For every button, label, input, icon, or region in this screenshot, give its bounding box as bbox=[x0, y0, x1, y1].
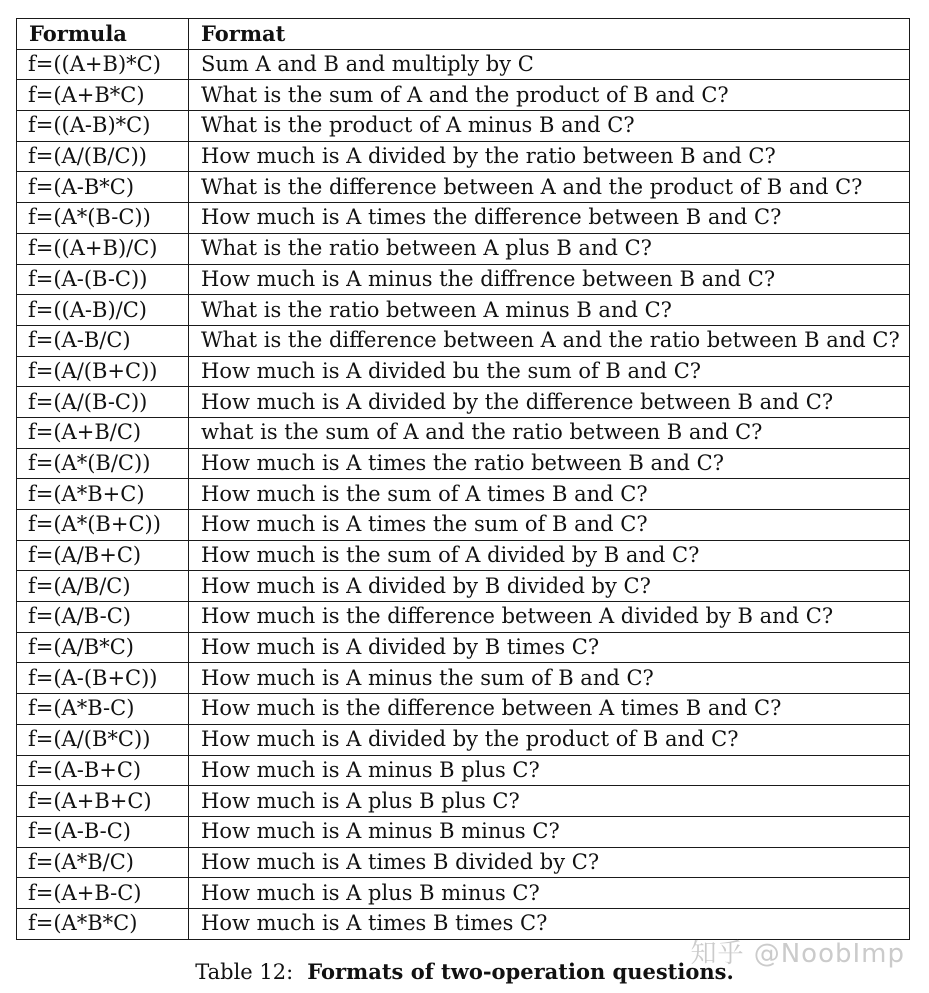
table-header-row bbox=[17, 19, 910, 50]
table-row bbox=[17, 141, 910, 172]
caption-label: Table 12: bbox=[195, 960, 294, 984]
table-row bbox=[17, 417, 910, 448]
table-row bbox=[17, 602, 910, 633]
format-cell: How much is A divided by the product of B and C? bbox=[189, 724, 910, 755]
formula-cell: f=(A*B/C) bbox=[17, 847, 189, 878]
formula-cell: f=(A*B+C) bbox=[17, 479, 189, 510]
format-cell: How much is the sum of A divided by B and C? bbox=[189, 540, 910, 571]
table-row bbox=[17, 264, 910, 295]
table-row bbox=[17, 847, 910, 878]
table-row bbox=[17, 356, 910, 387]
format-cell: What is the difference between A and the product of B and C? bbox=[189, 172, 910, 203]
format-cell: How much is A divided by the difference between B and C? bbox=[189, 387, 910, 418]
header-formula: Formula bbox=[17, 19, 189, 50]
format-cell: How much is A divided by B divided by C? bbox=[189, 571, 910, 602]
format-cell: How much is A minus the diffrence between B and C? bbox=[189, 264, 910, 295]
formula-cell: f=(A/B+C) bbox=[17, 540, 189, 571]
formula-cell: f=(A/B*C) bbox=[17, 632, 189, 663]
table-row bbox=[17, 111, 910, 142]
format-cell: How much is A times the sum of B and C? bbox=[189, 510, 910, 541]
format-cell: How much is A divided bu the sum of B and C? bbox=[189, 356, 910, 387]
formula-cell: f=(A-(B-C)) bbox=[17, 264, 189, 295]
formula-cell: f=(A-B+C) bbox=[17, 755, 189, 786]
table-row bbox=[17, 755, 910, 786]
format-cell: How much is A divided by B times C? bbox=[189, 632, 910, 663]
formula-cell: f=(A*(B+C)) bbox=[17, 510, 189, 541]
formula-cell: f=(A*B-C) bbox=[17, 694, 189, 725]
table-row bbox=[17, 172, 910, 203]
formula-cell: f=(A+B+C) bbox=[17, 786, 189, 817]
table-row bbox=[17, 233, 910, 264]
formula-cell: f=(A+B*C) bbox=[17, 80, 189, 111]
format-cell: How much is A minus B plus C? bbox=[189, 755, 910, 786]
format-cell: How much is A minus the sum of B and C? bbox=[189, 663, 910, 694]
format-cell: How much is A times B divided by C? bbox=[189, 847, 910, 878]
table-row bbox=[17, 479, 910, 510]
formula-cell: f=(A+B/C) bbox=[17, 417, 189, 448]
formula-cell: f=(A*B*C) bbox=[17, 908, 189, 939]
formula-cell: f=(A/B/C) bbox=[17, 571, 189, 602]
formula-cell: f=((A-B)*C) bbox=[17, 111, 189, 142]
format-cell: How much is A divided by the ratio between B and C? bbox=[189, 141, 910, 172]
table-row bbox=[17, 816, 910, 847]
table-row bbox=[17, 203, 910, 234]
formula-cell: f=(A/(B+C)) bbox=[17, 356, 189, 387]
table-row bbox=[17, 80, 910, 111]
table-row bbox=[17, 295, 910, 326]
table-row bbox=[17, 694, 910, 725]
watermark: 知乎 @NoobImp bbox=[690, 939, 905, 969]
table-row bbox=[17, 663, 910, 694]
table-row bbox=[17, 49, 910, 80]
formula-cell: f=(A/B-C) bbox=[17, 602, 189, 633]
format-cell: How much is A times B times C? bbox=[189, 908, 910, 939]
formula-cell: f=(A-B*C) bbox=[17, 172, 189, 203]
format-cell: How much is the difference between A divided by B and C? bbox=[189, 602, 910, 633]
caption-title: Formats of two-operation questions. bbox=[307, 959, 734, 984]
table-row bbox=[17, 325, 910, 356]
formula-cell: f=(A/(B*C)) bbox=[17, 724, 189, 755]
format-cell: How much is the sum of A times B and C? bbox=[189, 479, 910, 510]
format-cell: what is the sum of A and the ratio between B and C? bbox=[189, 417, 910, 448]
format-cell: How much is A plus B plus C? bbox=[189, 786, 910, 817]
formula-cell: f=(A*(B-C)) bbox=[17, 203, 189, 234]
format-cell: What is the difference between A and the ratio between B and C? bbox=[189, 325, 910, 356]
format-cell: What is the ratio between A minus B and C? bbox=[189, 295, 910, 326]
format-cell: How much is A times the difference between B and C? bbox=[189, 203, 910, 234]
table-row bbox=[17, 878, 910, 909]
table-row bbox=[17, 571, 910, 602]
formula-cell: f=(A/(B-C)) bbox=[17, 387, 189, 418]
formula-cell: f=(A+B-C) bbox=[17, 878, 189, 909]
format-cell: What is the product of A minus B and C? bbox=[189, 111, 910, 142]
formula-cell: f=(A-(B+C)) bbox=[17, 663, 189, 694]
formula-cell: f=(A*(B/C)) bbox=[17, 448, 189, 479]
formula-cell: f=(A-B-C) bbox=[17, 816, 189, 847]
format-cell: What is the sum of A and the product of B and C? bbox=[189, 80, 910, 111]
table-body bbox=[17, 49, 910, 939]
formula-cell: f=((A-B)/C) bbox=[17, 295, 189, 326]
format-cell: How much is A minus B minus C? bbox=[189, 816, 910, 847]
table-row bbox=[17, 632, 910, 663]
format-cell: Sum A and B and multiply by C bbox=[189, 49, 910, 80]
table-row bbox=[17, 448, 910, 479]
table-row bbox=[17, 724, 910, 755]
format-cell: How much is A times the ratio between B and C? bbox=[189, 448, 910, 479]
formula-cell: f=((A+B)*C) bbox=[17, 49, 189, 80]
table-row bbox=[17, 540, 910, 571]
format-cell: How much is A plus B minus C? bbox=[189, 878, 910, 909]
format-cell: How much is the difference between A times B and C? bbox=[189, 694, 910, 725]
formula-cell: f=(A/(B/C)) bbox=[17, 141, 189, 172]
header-format: Format bbox=[189, 19, 910, 50]
format-cell: What is the ratio between A plus B and C? bbox=[189, 233, 910, 264]
formula-cell: f=(A-B/C) bbox=[17, 325, 189, 356]
formula-cell: f=((A+B)/C) bbox=[17, 233, 189, 264]
formats-table bbox=[16, 18, 910, 940]
table-row bbox=[17, 387, 910, 418]
table-row bbox=[17, 510, 910, 541]
table-row bbox=[17, 786, 910, 817]
